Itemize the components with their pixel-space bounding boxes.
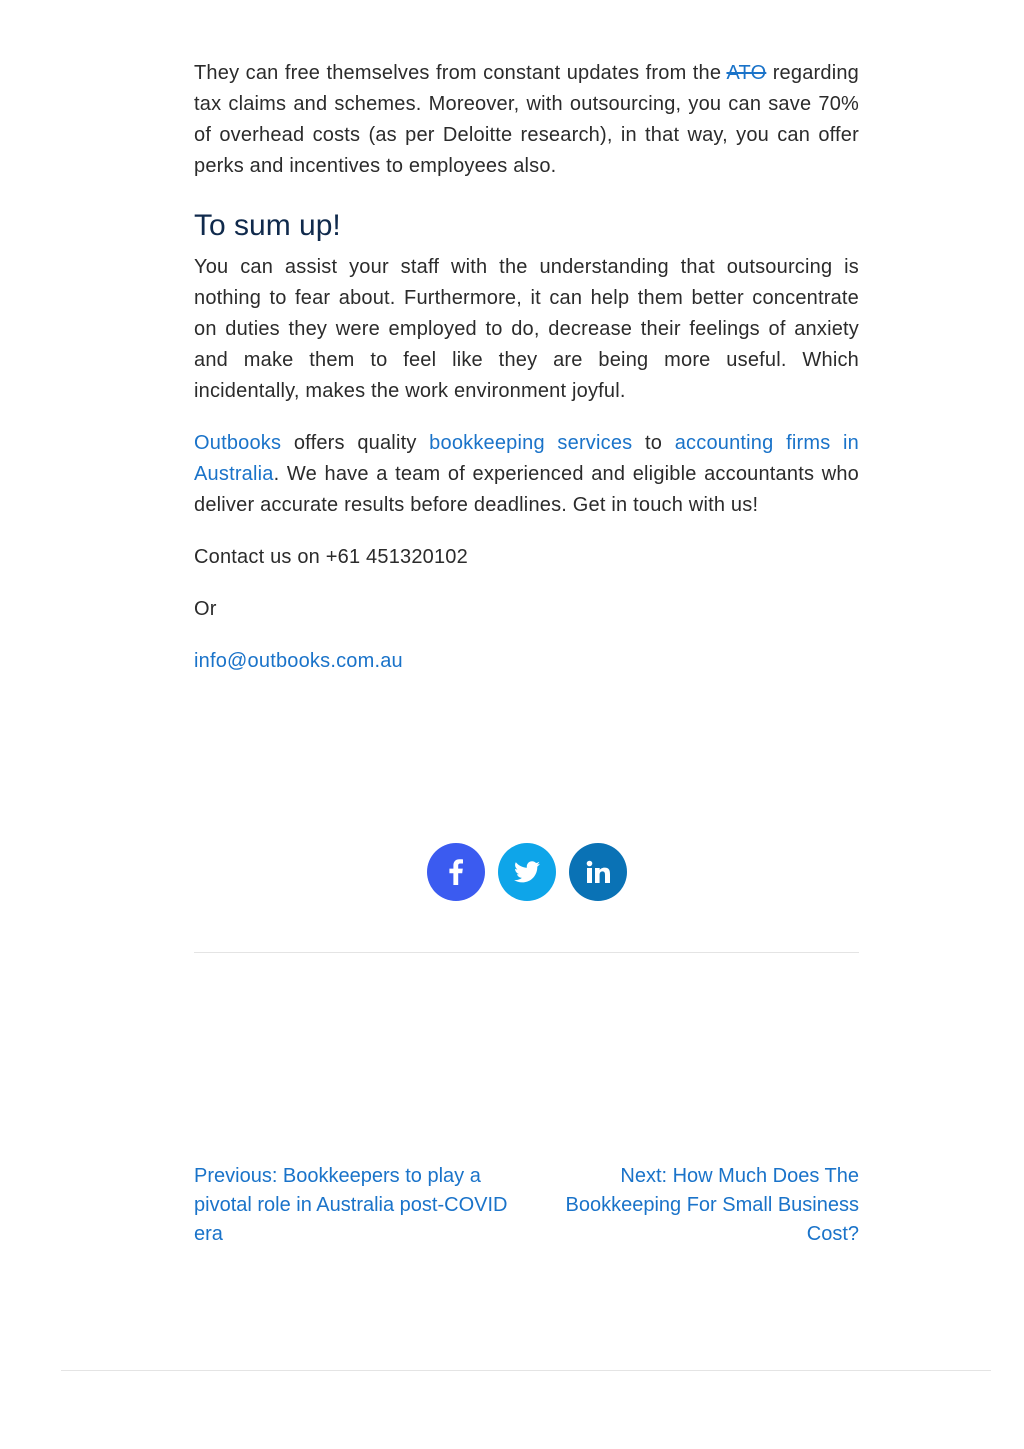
section-heading: To sum up! bbox=[194, 209, 341, 242]
paragraph-summary: You can assist your staff with the understanding that outsourcing is nothing to fear about. Furthermore, it can help them better concentrate on duties they were employed to do, decrease their feelings of anxiety and make them to feel like they are being more useful. Which incidentally, makes the work environment joyful. bbox=[194, 256, 859, 402]
linkedin-icon bbox=[586, 860, 610, 884]
paragraph-outbooks-text-1: offers quality bbox=[281, 432, 430, 454]
paragraph-outbooks-text-3: . We have a team of experienced and eligible accountants who deliver accurate results before deadlines. Get in touch with us! bbox=[194, 463, 859, 516]
paragraph-outbooks bbox=[194, 428, 859, 521]
outbooks-link[interactable]: Outbooks bbox=[194, 432, 282, 454]
ato-link[interactable]: ATO bbox=[726, 62, 767, 84]
facebook-share-button[interactable] bbox=[427, 843, 485, 901]
article-body bbox=[194, 56, 859, 677]
divider bbox=[194, 952, 859, 953]
contact-phone: Contact us on +61 451320102 bbox=[194, 546, 468, 568]
bookkeeping-services-link[interactable]: bookkeeping services bbox=[429, 432, 633, 454]
paragraph-ato-text-before: They can free themselves from constant updates from the bbox=[194, 62, 727, 84]
twitter-share-button[interactable] bbox=[498, 843, 556, 901]
accounting-firms-link[interactable]: accounting firms in Australia bbox=[194, 432, 859, 485]
email-link[interactable]: info@outbooks.com.au bbox=[194, 650, 403, 672]
footer-divider bbox=[61, 1370, 991, 1371]
email-paragraph bbox=[194, 646, 859, 677]
social-share bbox=[427, 843, 627, 901]
paragraph-outbooks-text-2: to bbox=[632, 432, 675, 454]
post-navigation bbox=[194, 1162, 859, 1249]
twitter-icon bbox=[514, 861, 540, 883]
linkedin-share-button[interactable] bbox=[569, 843, 627, 901]
facebook-icon bbox=[449, 859, 463, 885]
paragraph-ato bbox=[194, 58, 859, 182]
previous-post-link[interactable]: Previous: Bookkeepers to play a pivotal role in Australia post-COVID era bbox=[194, 1165, 508, 1245]
contact-or: Or bbox=[194, 598, 217, 620]
paragraph-ato-text-after: regarding tax claims and schemes. Moreover, with outsourcing, you can save 70% of overhead costs (as per Deloitte research), in that way, you can offer perks and incentives to employees also. bbox=[194, 62, 859, 177]
next-post-link[interactable]: Next: How Much Does The Bookkeeping For Small Business Cost? bbox=[565, 1165, 859, 1245]
